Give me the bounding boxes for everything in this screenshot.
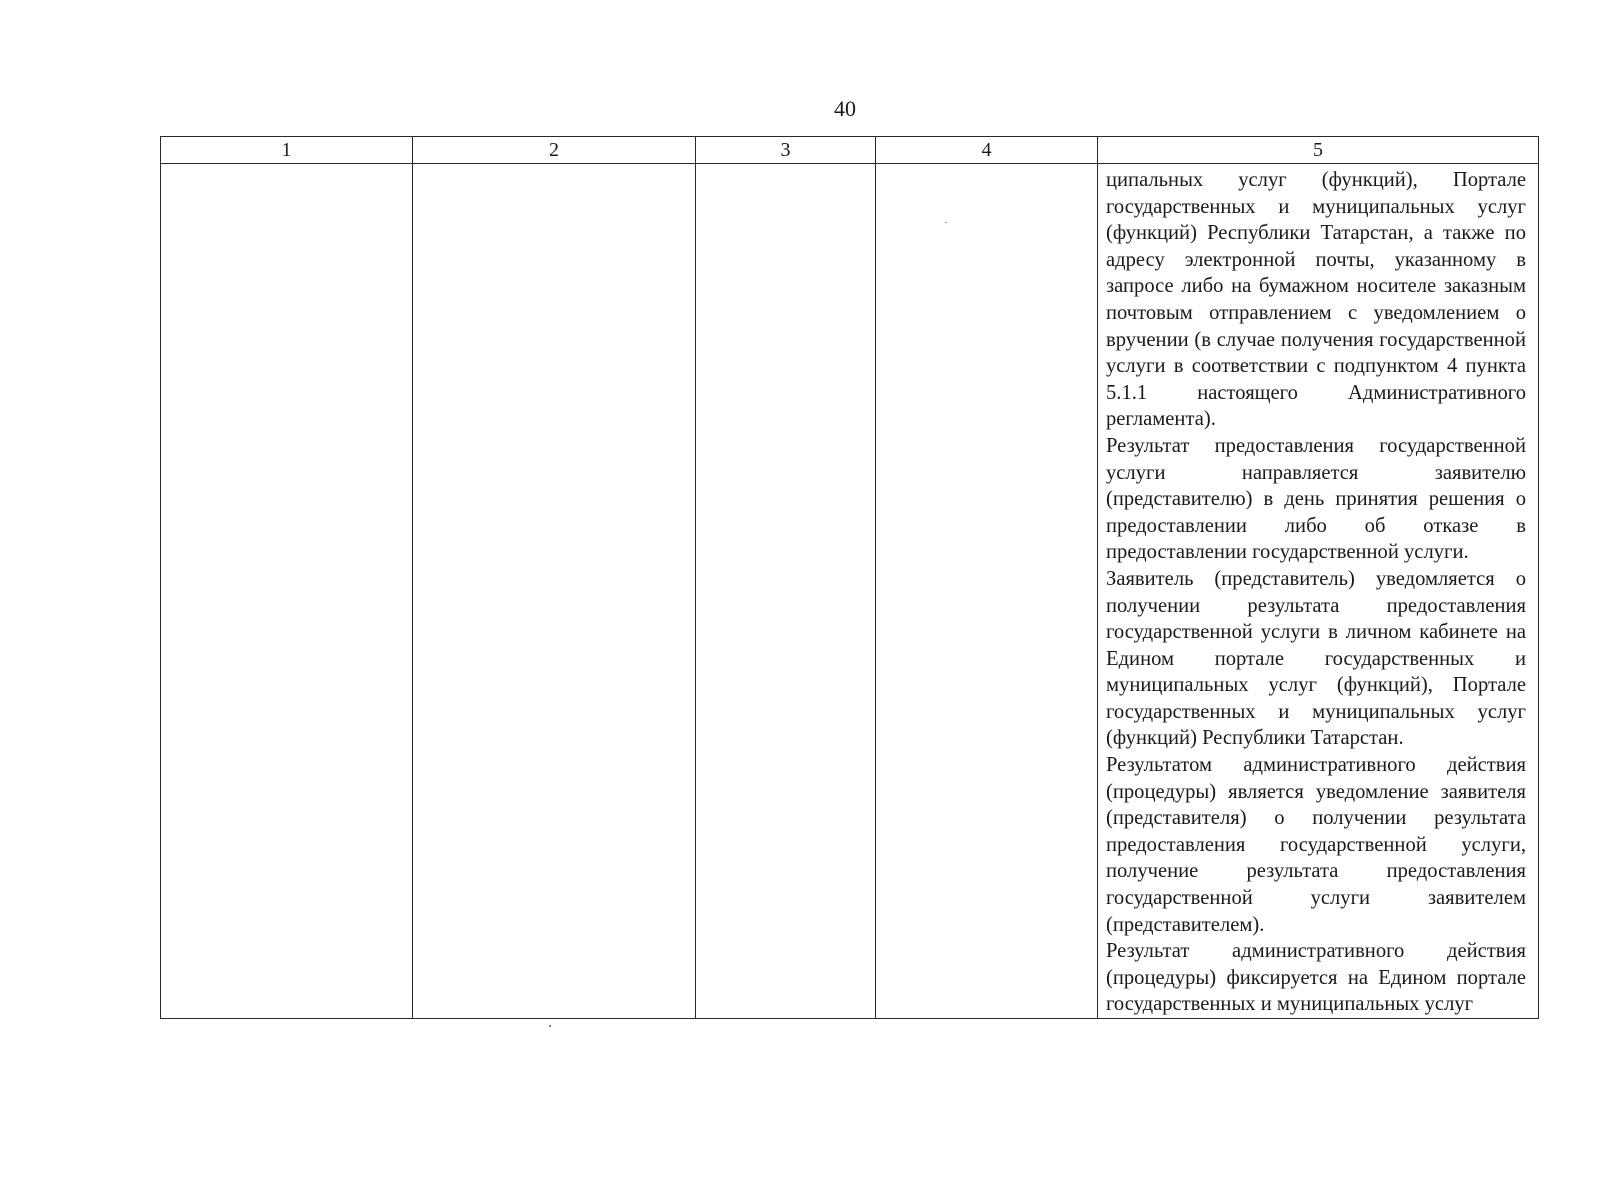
header-col-2: 2 (413, 137, 696, 164)
paragraph-action-result: Результатом административного действия (процедуры) является уведомление заявителя (представителя) о получении результата предоставления государственной услуги, получение результата предоставления государственной услуги заявителем (представителем). (1106, 754, 1526, 936)
cell-col-5 (1098, 164, 1539, 1019)
header-col-4: 4 (876, 137, 1098, 164)
table-header-row (161, 137, 1539, 164)
header-col-3: 3 (696, 137, 876, 164)
paragraph-result-sent: Результат предоставления государственной услуги направляется заявителю (представителю) в день принятия решения о предоставлении либо об отказе в предоставлении государственной услуги. (1106, 434, 1526, 564)
scan-speck (549, 1025, 551, 1027)
header-col-5: 5 (1098, 137, 1539, 164)
cell-col-1 (161, 164, 413, 1019)
scan-speck (945, 222, 947, 223)
table-row (161, 164, 1539, 1019)
procedure-table (160, 136, 1539, 1019)
page-number: 40 (834, 96, 856, 121)
paragraph-result-recorded: Результат административного действия (процедуры) фиксируется на Едином портале государственных и муниципальных услуг (1106, 940, 1526, 1016)
header-col-1: 1 (161, 137, 413, 164)
cell-col-2 (413, 164, 696, 1019)
paragraph-delivery-channels: ципальных услуг (функций), Портале государственных и муниципальных услуг (функций) Республики Татарстан, а также по адресу электронной почты, указанному в запросе либо на бумажном носителе заказным почтовым отправлением с уведомлением о вручении (в случае получения государственной услуги в соответствии с подпунктом 4 пункта 5.1.1 настоящего Административного регламента). (1106, 169, 1526, 431)
cell-col-3 (696, 164, 876, 1019)
paragraph-applicant-notified: Заявитель (представитель) уведомляется о получении результата предоставления государственной услуги в личном кабинете на Едином портале государственных и муниципальных услуг (функций), Портале государственных и муниципальных услуг (функций) Республики Татарстан. (1106, 567, 1526, 750)
cell-col-4 (876, 164, 1098, 1019)
